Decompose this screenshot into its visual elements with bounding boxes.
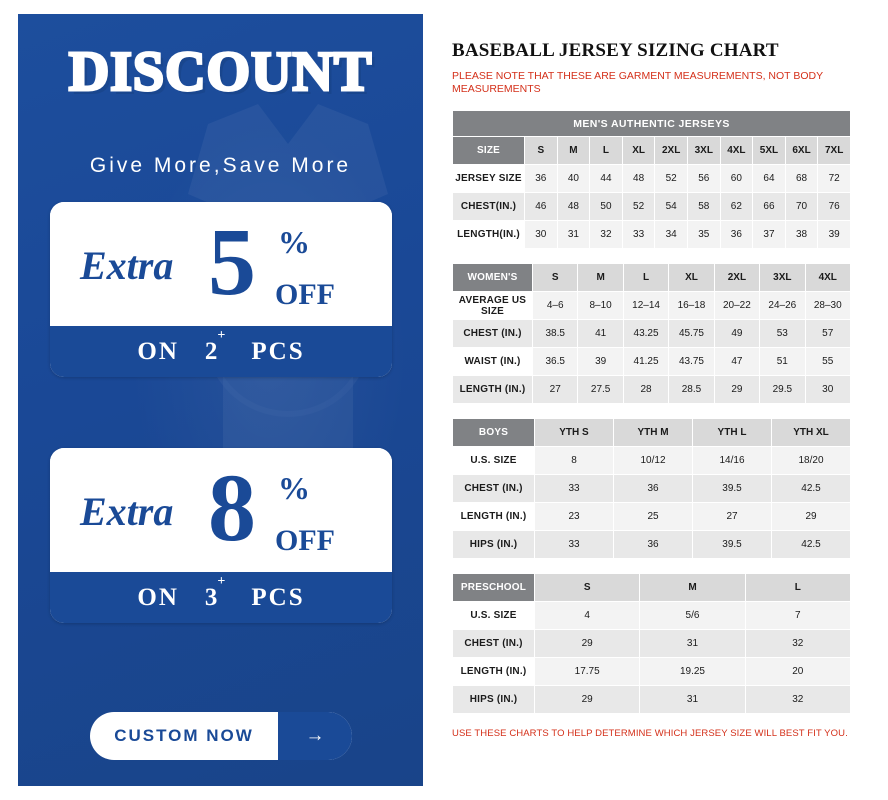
- table-cell: 49: [714, 320, 759, 348]
- table-cell: 52: [622, 193, 655, 221]
- table-preschool: [452, 573, 851, 714]
- column-header: L: [623, 264, 668, 292]
- column-header-label: SIZE: [453, 137, 525, 165]
- column-header: S: [525, 137, 558, 165]
- offer-1-off-label: OFF: [275, 278, 335, 311]
- row-label: JERSEY SIZE: [453, 165, 525, 193]
- offer-2-condition-bar: [50, 572, 392, 623]
- column-header: 3XL: [687, 137, 720, 165]
- column-header: XL: [669, 264, 714, 292]
- table-column-headers: [453, 264, 851, 292]
- row-label: CHEST (IN.): [453, 630, 535, 658]
- column-header: YTH M: [614, 419, 693, 447]
- offer-2-off-label: OFF: [275, 524, 335, 557]
- row-label: HIPS (IN.): [453, 686, 535, 714]
- table-cell: 39.5: [693, 475, 772, 503]
- table-cell: 38.5: [533, 320, 578, 348]
- table-row: [453, 630, 851, 658]
- table-cell: 14/16: [693, 447, 772, 475]
- table-boys: [452, 418, 851, 559]
- table-cell: 17.75: [535, 658, 640, 686]
- table-column-headers: [453, 574, 851, 602]
- table-cell: 53: [760, 320, 805, 348]
- row-label: LENGTH (IN.): [453, 376, 533, 404]
- row-label: U.S. SIZE: [453, 447, 535, 475]
- table-cell: 48: [622, 165, 655, 193]
- table-cell: 57: [805, 320, 850, 348]
- table-row: [453, 658, 851, 686]
- table-cell: 39.5: [693, 531, 772, 559]
- table-cell: 37: [753, 221, 786, 249]
- column-header: 2XL: [714, 264, 759, 292]
- table-row: [453, 475, 851, 503]
- column-header-label: WOMEN'S: [453, 264, 533, 292]
- column-header: M: [557, 137, 590, 165]
- table-cell: 54: [655, 193, 688, 221]
- column-header: L: [590, 137, 623, 165]
- table-mens-authentic-jerseys: [452, 110, 851, 249]
- table-cell: 47: [714, 348, 759, 376]
- table-cell: 60: [720, 165, 753, 193]
- offer-1-condition-bar: [50, 326, 392, 377]
- table-row: [453, 602, 851, 630]
- chart-footer: USE THESE CHARTS TO HELP DETERMINE WHICH JERSEY SIZE WILL BEST FIT YOU.: [452, 728, 848, 739]
- table-cell: 8–10: [578, 292, 623, 320]
- offer-2-pcs-label: PCS: [251, 583, 305, 611]
- table-cell: 76: [818, 193, 851, 221]
- table-cell: 20–22: [714, 292, 759, 320]
- row-label: CHEST(IN.): [453, 193, 525, 221]
- column-header: XL: [622, 137, 655, 165]
- table-cell: 36: [525, 165, 558, 193]
- table-cell: 20: [745, 658, 850, 686]
- table-cell: 31: [640, 686, 745, 714]
- table-header-label: MEN'S AUTHENTIC JERSEYS: [453, 111, 851, 137]
- table-cell: 32: [590, 221, 623, 249]
- table-cell: 27.5: [578, 376, 623, 404]
- table-cell: 29: [535, 686, 640, 714]
- table-cell: 62: [720, 193, 753, 221]
- column-header: 5XL: [753, 137, 786, 165]
- column-header: 4XL: [720, 137, 753, 165]
- table-cell: 70: [785, 193, 818, 221]
- table-cell: 10/12: [614, 447, 693, 475]
- offer-card-2[interactable]: [50, 448, 392, 623]
- tables-container: [452, 110, 850, 714]
- table-cell: 44: [590, 165, 623, 193]
- table-cell: 32: [745, 686, 850, 714]
- row-label: AVERAGE US SIZE: [453, 292, 533, 320]
- table-cell: 29.5: [760, 376, 805, 404]
- offer-1-extra-label: Extra: [80, 243, 174, 288]
- table-cell: 41: [578, 320, 623, 348]
- table-row: [453, 376, 851, 404]
- column-header: 6XL: [785, 137, 818, 165]
- chart-note: PLEASE NOTE THAT THESE ARE GARMENT MEASUREMENTS, NOT BODY MEASUREMENTS: [452, 70, 823, 95]
- table-row: [453, 503, 851, 531]
- offer-2-percent-value: 8: [208, 454, 256, 561]
- table-cell: 29: [714, 376, 759, 404]
- column-header: S: [533, 264, 578, 292]
- table-cell: 16–18: [669, 292, 714, 320]
- arrow-right-icon: →: [278, 712, 352, 760]
- table-row: [453, 447, 851, 475]
- table-cell: 28–30: [805, 292, 850, 320]
- table-cell: 30: [805, 376, 850, 404]
- column-header: 3XL: [760, 264, 805, 292]
- column-header: YTH L: [693, 419, 772, 447]
- row-label: HIPS (IN.): [453, 531, 535, 559]
- table-header-row: [453, 111, 851, 137]
- table-cell: 19.25: [640, 658, 745, 686]
- table-womens: [452, 263, 851, 404]
- table-row: [453, 165, 851, 193]
- table-cell: 8: [535, 447, 614, 475]
- table-cell: 48: [557, 193, 590, 221]
- table-cell: 58: [687, 193, 720, 221]
- row-label: U.S. SIZE: [453, 602, 535, 630]
- table-cell: 40: [557, 165, 590, 193]
- table-row: [453, 348, 851, 376]
- table-cell: 56: [687, 165, 720, 193]
- table-cell: 4–6: [533, 292, 578, 320]
- offer-1-top: [50, 202, 392, 326]
- row-label: WAIST (IN.): [453, 348, 533, 376]
- offer-2-percent-sign: %: [278, 470, 310, 506]
- column-header: S: [535, 574, 640, 602]
- table-cell: 33: [622, 221, 655, 249]
- table-column-headers: [453, 137, 851, 165]
- offer-2-on-label: ON: [137, 583, 179, 611]
- column-header-label: BOYS: [453, 419, 535, 447]
- table-row: [453, 292, 851, 320]
- promo-tagline: Give More,Save More: [89, 154, 352, 177]
- table-cell: 43.75: [669, 348, 714, 376]
- column-header: YTH XL: [772, 419, 851, 447]
- custom-now-button[interactable]: [90, 712, 352, 760]
- row-label: CHEST (IN.): [453, 320, 533, 348]
- table-row: [453, 193, 851, 221]
- table-cell: 36: [614, 475, 693, 503]
- table-cell: 39: [818, 221, 851, 249]
- table-cell: 34: [655, 221, 688, 249]
- table-cell: 55: [805, 348, 850, 376]
- sizing-chart-panel: [440, 14, 872, 786]
- table-cell: 51: [760, 348, 805, 376]
- table-cell: 7: [745, 602, 850, 630]
- table-cell: 33: [535, 531, 614, 559]
- table-row: [453, 221, 851, 249]
- offer-card-1[interactable]: [50, 202, 392, 377]
- table-cell: 66: [753, 193, 786, 221]
- table-cell: 32: [745, 630, 850, 658]
- table-row: [453, 531, 851, 559]
- table-column-headers: [453, 419, 851, 447]
- table-cell: 28.5: [669, 376, 714, 404]
- promo-title: DISCOUNT: [68, 41, 373, 103]
- table-cell: 18/20: [772, 447, 851, 475]
- offer-1-percent-sign: %: [278, 224, 310, 260]
- row-label: LENGTH (IN.): [453, 658, 535, 686]
- table-cell: 64: [753, 165, 786, 193]
- table-cell: 27: [693, 503, 772, 531]
- table-cell: 50: [590, 193, 623, 221]
- table-cell: 24–26: [760, 292, 805, 320]
- column-header: L: [745, 574, 850, 602]
- table-cell: 4: [535, 602, 640, 630]
- column-header-label: PRESCHOOL: [453, 574, 535, 602]
- table-cell: 46: [525, 193, 558, 221]
- table-cell: 5/6: [640, 602, 745, 630]
- table-cell: 41.25: [623, 348, 668, 376]
- offer-1-on-label: ON: [137, 337, 179, 365]
- table-cell: 36: [614, 531, 693, 559]
- column-header: 7XL: [818, 137, 851, 165]
- offer-2-quantity: 3+: [204, 574, 226, 611]
- chart-title: BASEBALL JERSEY SIZING CHART: [452, 40, 779, 61]
- column-header: YTH S: [535, 419, 614, 447]
- table-cell: 25: [614, 503, 693, 531]
- column-header: M: [640, 574, 745, 602]
- table-cell: 42.5: [772, 531, 851, 559]
- table-cell: 38: [785, 221, 818, 249]
- offer-2-top: [50, 448, 392, 572]
- column-header: 2XL: [655, 137, 688, 165]
- table-cell: 36.5: [533, 348, 578, 376]
- table-cell: 68: [785, 165, 818, 193]
- table-row: [453, 320, 851, 348]
- table-cell: 42.5: [772, 475, 851, 503]
- row-label: LENGTH(IN.): [453, 221, 525, 249]
- table-cell: 36: [720, 221, 753, 249]
- promo-panel: [18, 14, 423, 786]
- table-cell: 27: [533, 376, 578, 404]
- table-cell: 23: [535, 503, 614, 531]
- table-cell: 33: [535, 475, 614, 503]
- column-header: 4XL: [805, 264, 850, 292]
- row-label: CHEST (IN.): [453, 475, 535, 503]
- offer-2-extra-label: Extra: [80, 489, 174, 534]
- table-cell: 43.25: [623, 320, 668, 348]
- offer-1-quantity: 2+: [204, 328, 226, 365]
- table-cell: 30: [525, 221, 558, 249]
- table-cell: 45.75: [669, 320, 714, 348]
- table-cell: 39: [578, 348, 623, 376]
- column-header: M: [578, 264, 623, 292]
- table-cell: 28: [623, 376, 668, 404]
- custom-now-label: CUSTOM NOW: [114, 726, 254, 745]
- table-cell: 72: [818, 165, 851, 193]
- offer-1-pcs-label: PCS: [251, 337, 305, 365]
- table-cell: 52: [655, 165, 688, 193]
- table-cell: 31: [557, 221, 590, 249]
- table-cell: 29: [772, 503, 851, 531]
- table-cell: 31: [640, 630, 745, 658]
- table-row: [453, 686, 851, 714]
- table-cell: 35: [687, 221, 720, 249]
- table-cell: 29: [535, 630, 640, 658]
- offer-1-percent-value: 5: [208, 208, 256, 315]
- row-label: LENGTH (IN.): [453, 503, 535, 531]
- table-cell: 12–14: [623, 292, 668, 320]
